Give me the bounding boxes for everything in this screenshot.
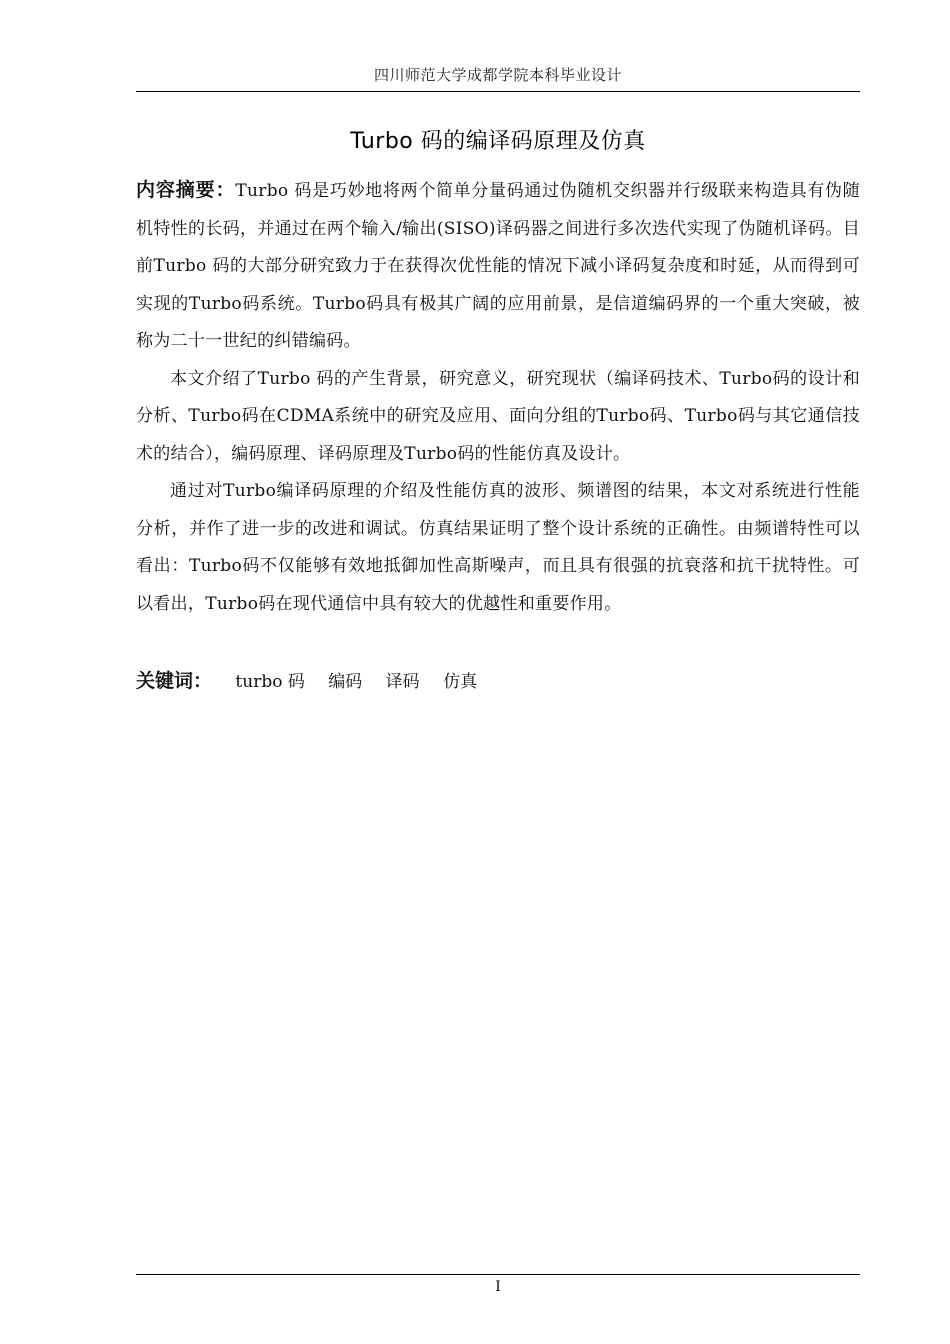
keyword-item: 编码 [328, 672, 363, 692]
keyword-item: turbo 码 [235, 672, 305, 692]
abstract-label: 内容摘要： [136, 179, 236, 201]
header-divider [136, 91, 860, 92]
keywords-section [136, 664, 860, 699]
document-title: Turbo 码的编译码原理及仿真 [350, 129, 646, 154]
keyword-item: 译码 [385, 672, 420, 692]
footer-divider [136, 1274, 860, 1275]
keyword-item: 仿真 [443, 672, 478, 692]
abstract-paragraph-1-text: Turbo 码是巧妙地将两个简单分量码通过伪随机交织器并行级联来构造具有伪随机特性的长码，并通过在两个输入/输出(SISO)译码器之间进行多次迭代实现了伪随机译码。目前Turbo 码的大部分研究致力于在获得次优性能的情况下减小译码复杂度和时延，从而得到可实现的Turbo码系统。Turbo码具有极其广阔的应用前景，是信道编码界的一个重大突破，被称为二十一世纪的纠错编码。 [136, 181, 860, 351]
running-header: 四川师范大学成都学院本科毕业设计 [373, 66, 622, 84]
abstract-paragraph-3: 通过对Turbo编译码原理的介绍及性能仿真的波形、频谱图的结果，本文对系统进行性能分析，并作了进一步的改进和调试。仿真结果证明了整个设计系统的正确性。由频谱特性可以看出：Turbo码不仅能够有效地抵御加性高斯噪声，而且具有很强的抗衰落和抗干扰特性。可以看出，Turbo码在现代通信中具有较大的优越性和重要作用。 [136, 481, 860, 614]
abstract-paragraph-2: 本文介绍了Turbo 码的产生背景，研究意义，研究现状（编译码技术、Turbo码的设计和分析、Turbo码在CDMA系统中的研究及应用、面向分组的Turbo码、Turbo码与其它通信技术的结合），编码原理、译码原理及Turbo码的性能仿真及设计。 [136, 368, 860, 464]
abstract-paragraph-1 [136, 172, 860, 361]
abstract-section [136, 172, 860, 623]
page-number: I [495, 1279, 501, 1295]
keywords-label: 关键词： [136, 670, 213, 692]
